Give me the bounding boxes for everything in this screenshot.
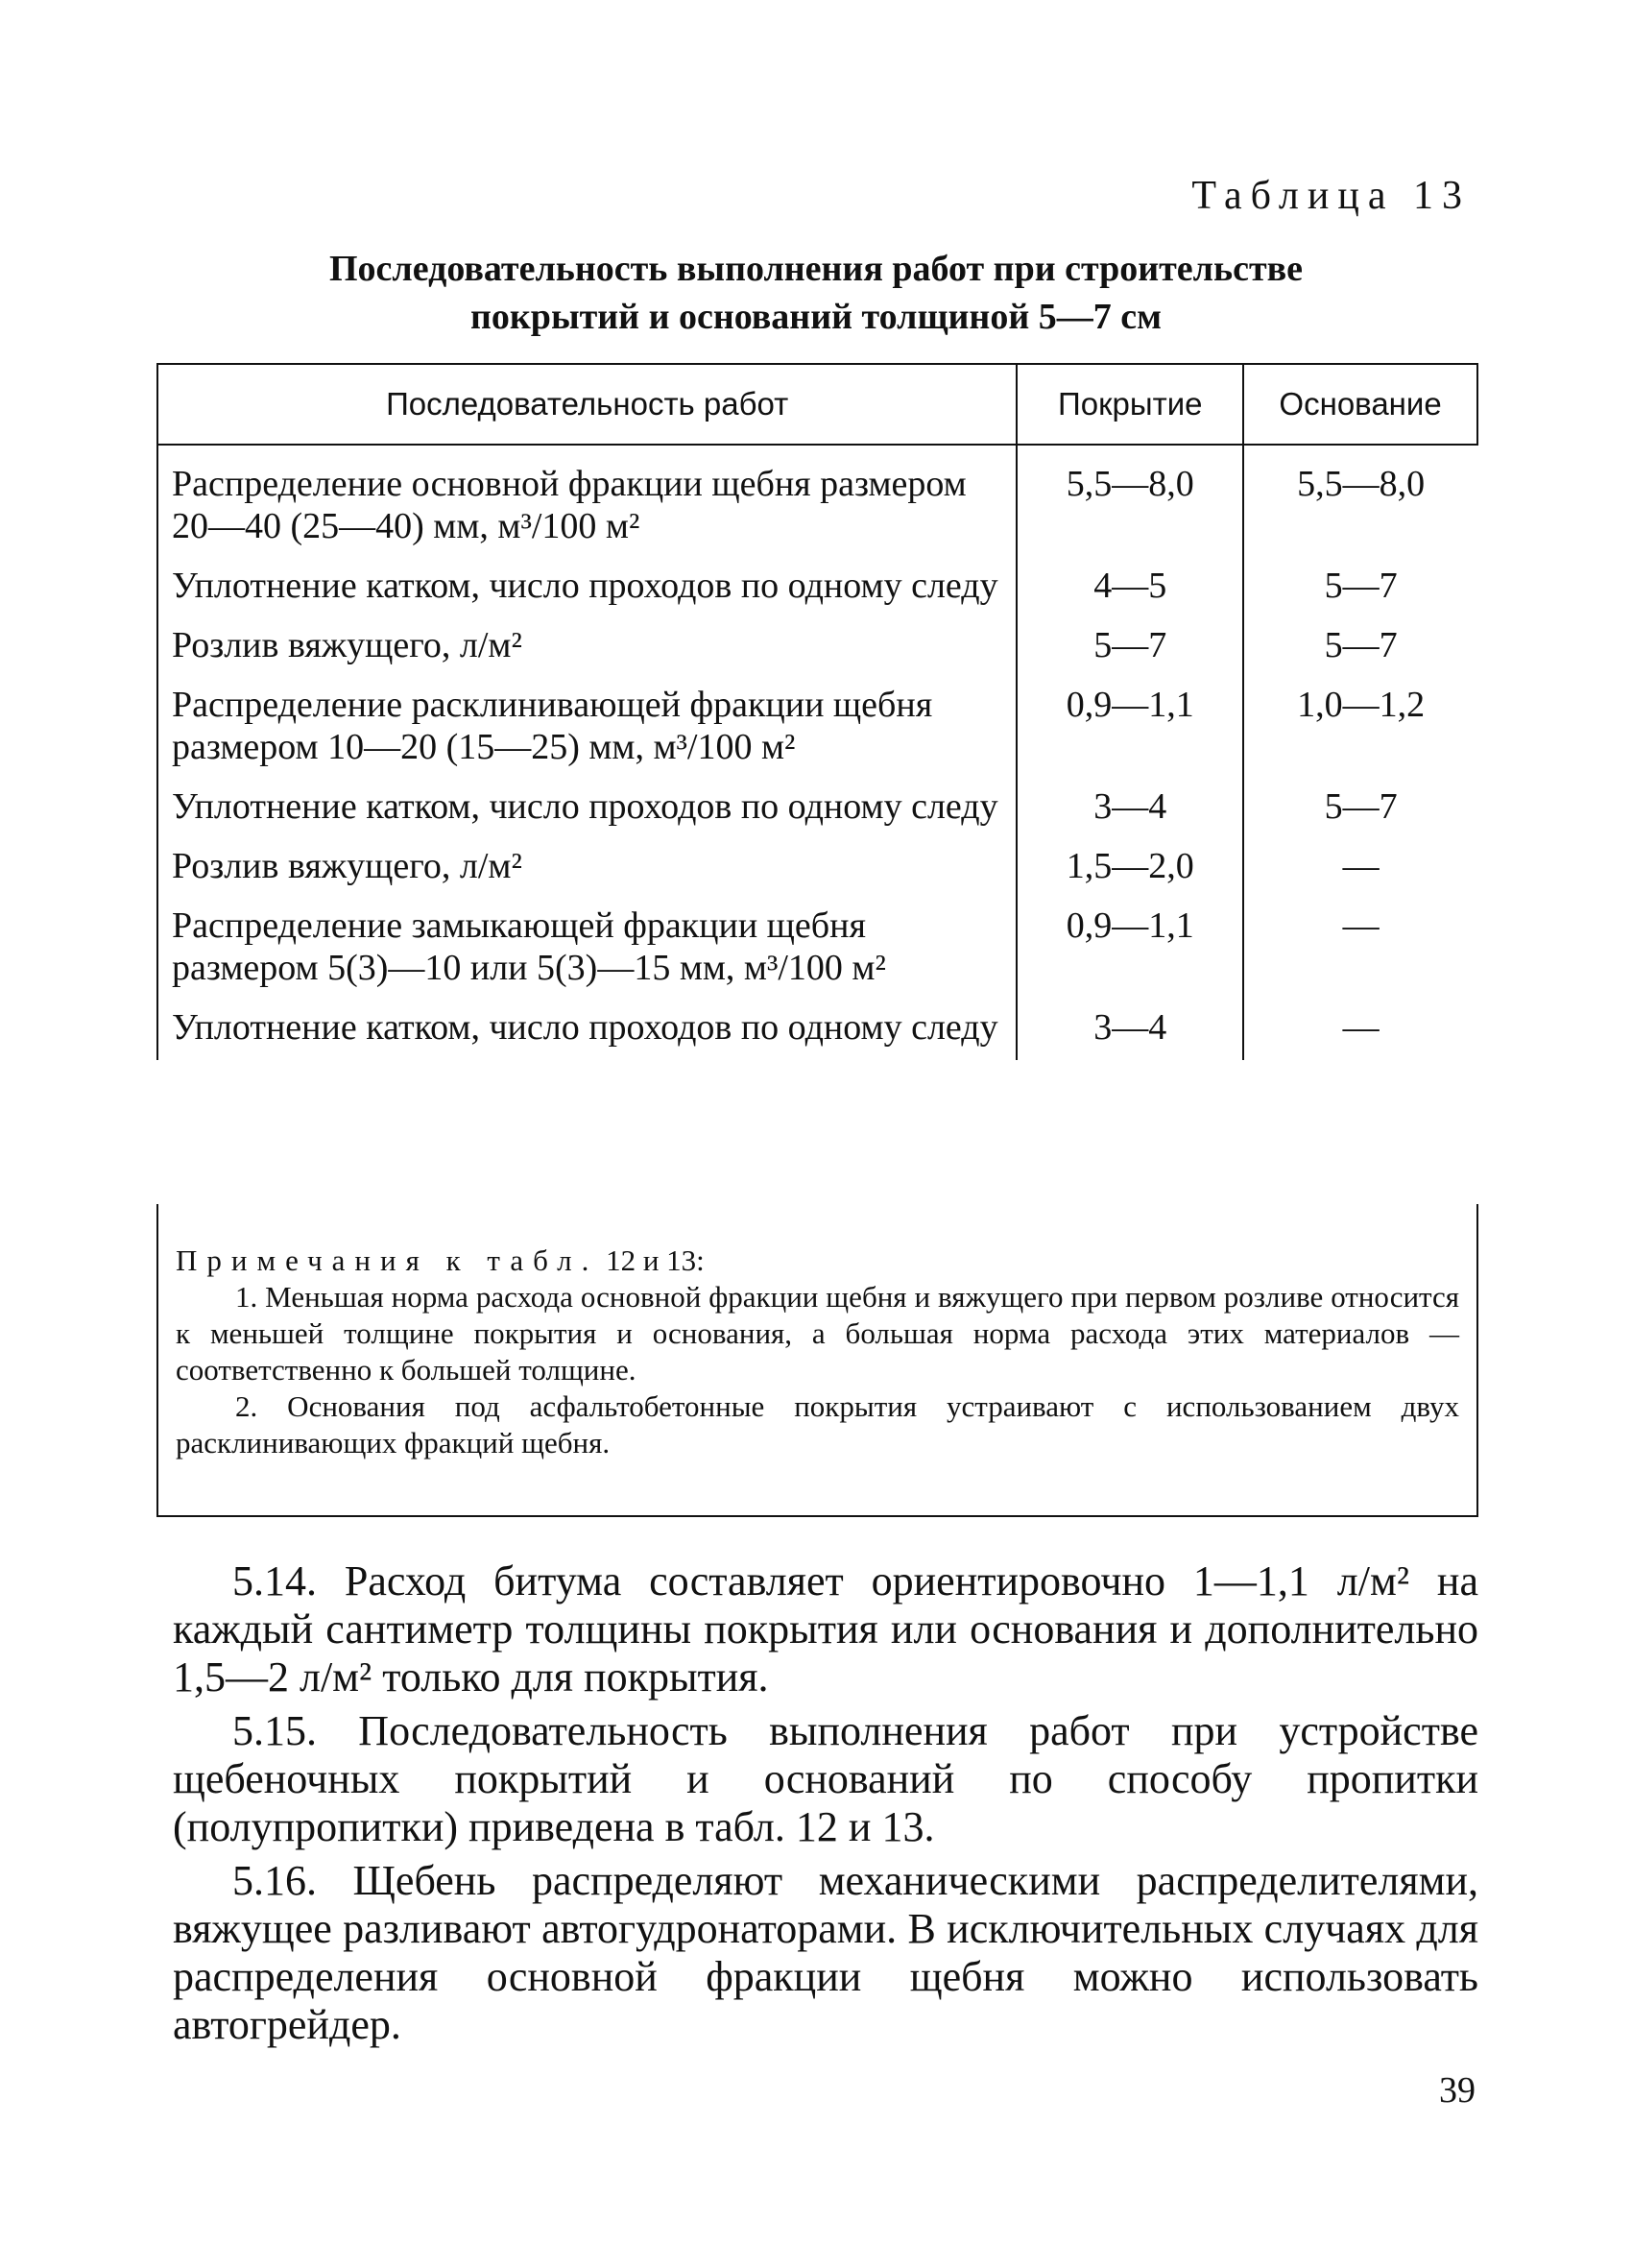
coating-cell: 5—7 — [1017, 618, 1243, 678]
table-row — [157, 678, 1477, 780]
works-sequence-table — [156, 363, 1478, 1060]
work-cell: Уплотнение катком, число проходов по одному следу — [157, 1001, 1017, 1060]
coating-cell: 5,5—8,0 — [1017, 445, 1243, 559]
base-cell: 5—7 — [1324, 566, 1398, 606]
note-item: 2. Основания под асфальтобетонные покрытия устраивают с использованием двух расклинивающих фракций щебня. — [176, 1389, 1459, 1460]
work-cell: Уплотнение катком, число проходов по одному следу — [157, 559, 1017, 618]
notes-heading-reference: 12 и 13: — [598, 1243, 705, 1277]
table-header-row — [157, 364, 1477, 445]
header-base: Основание — [1243, 364, 1477, 445]
note-item: 1. Меньшая норма расхода основной фракции щебня и вяжущего при первом розливе относится к меньшей толщине покрытия и основания, а большая норма расхода этих материалов — соответственно к большей толщине. — [176, 1280, 1459, 1387]
base-cell: — — [1342, 1007, 1380, 1048]
base-cell: 1,0—1,2 — [1297, 685, 1426, 725]
table-row — [157, 1001, 1477, 1060]
body-text — [173, 1557, 1478, 2055]
table-row — [157, 899, 1477, 1001]
coating-cell: 1,5—2,0 — [1017, 839, 1243, 899]
table-notes — [156, 1204, 1478, 1517]
work-cell: Распределение расклинивающей фракции щебня размером 10—20 (15—25) мм, м³/100 м² — [157, 678, 1017, 780]
base-cell: 5—7 — [1324, 625, 1398, 665]
work-cell: Розлив вяжущего, л/м² — [157, 618, 1017, 678]
header-work-sequence: Последовательность работ — [157, 364, 1017, 445]
table-row — [157, 559, 1477, 618]
work-cell: Розлив вяжущего, л/м² — [157, 839, 1017, 899]
page-number: 39 — [1439, 2070, 1476, 2111]
paragraph-5-16: 5.16. Щебень распределяют механическими распределителями, вяжущее разливают автогудронаторами. В исключительных случаях для распределения основной фракции щебня можно использовать автогрейдер. — [173, 1857, 1478, 2048]
work-cell: Распределение замыкающей фракции щебня размером 5(3)—10 или 5(3)—15 мм, м³/100 м² — [157, 899, 1017, 1001]
table-row — [157, 839, 1477, 899]
coating-cell: 0,9—1,1 — [1017, 678, 1243, 780]
coating-cell: 0,9—1,1 — [1017, 899, 1243, 1001]
base-cell: — — [1342, 905, 1380, 946]
coating-cell: 3—4 — [1017, 1001, 1243, 1060]
coating-cell: 4—5 — [1017, 559, 1243, 618]
header-coating: Покрытие — [1017, 364, 1243, 445]
table-title — [154, 245, 1478, 341]
coating-cell: 3—4 — [1017, 780, 1243, 839]
table-row — [157, 445, 1477, 559]
base-cell: 5—7 — [1324, 786, 1398, 827]
notes-heading — [176, 1243, 1459, 1279]
table-row — [157, 618, 1477, 678]
table-label: Таблица 13 — [1191, 174, 1471, 218]
table-title-line-2: покрытий и оснований толщиной 5—7 см — [470, 297, 1162, 337]
work-cell: Распределение основной фракции щебня размером 20—40 (25—40) мм, м³/100 м² — [157, 445, 1017, 559]
base-cell: — — [1342, 846, 1380, 886]
table-title-line-1: Последовательность выполнения работ при строительстве — [328, 249, 1303, 289]
table-row — [157, 780, 1477, 839]
paragraph-5-15: 5.15. Последовательность выполнения работ при устройстве щебеночных покрытий и оснований по способу пропитки (полупропитки) приведена в табл. 12 и 13. — [173, 1707, 1478, 1850]
base-cell: 5,5—8,0 — [1297, 464, 1426, 504]
notes-heading-label: Примечания к табл. — [176, 1243, 599, 1277]
paragraph-5-14: 5.14. Расход битума составляет ориентировочно 1—1,1 л/м² на каждый сантиметр толщины покрытия или основания и дополнительно 1,5—2 л/м² только для покрытия. — [173, 1557, 1478, 1701]
work-cell: Уплотнение катком, число проходов по одному следу — [157, 780, 1017, 839]
